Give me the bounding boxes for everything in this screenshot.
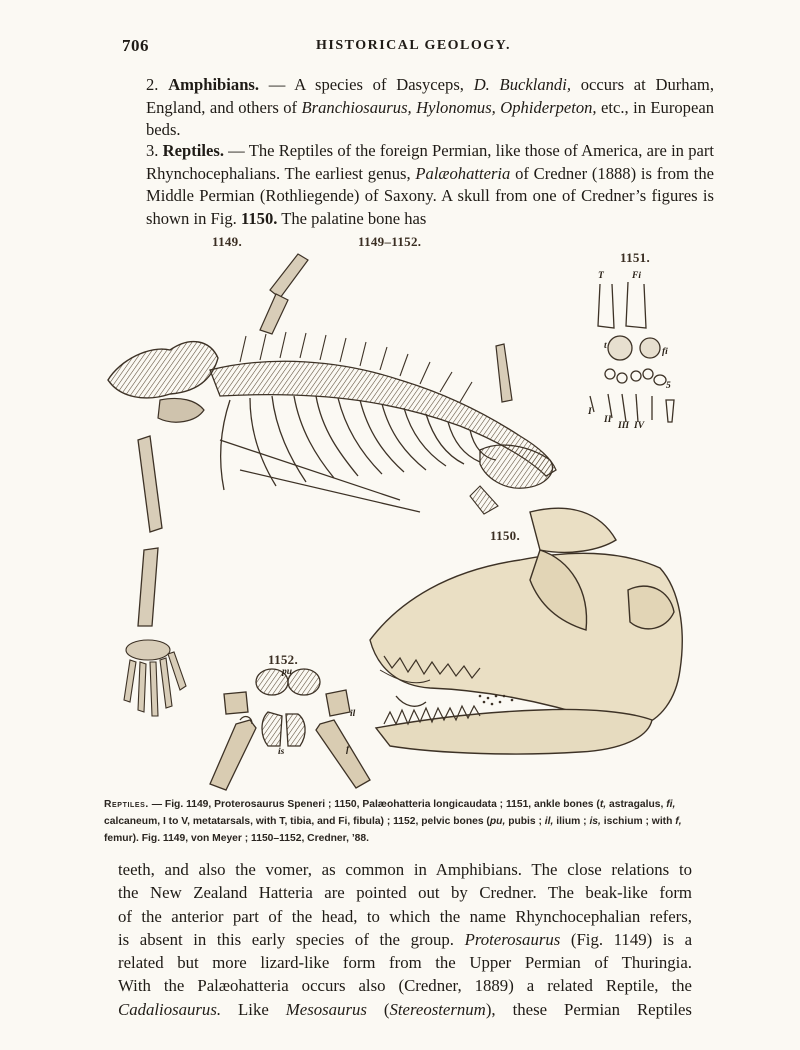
text-line: With the Palæohatteria occurs also (Credner, 1889) a related Reptile, the [118, 976, 692, 996]
caption-text: Fig. 1149, Proterosaurus Speneri ; 1150, Palæohatteria longicaudata ; 1151, ankle bones ( [164, 799, 600, 810]
text-line: related but more lizard-like form from the Upper Permian of Thuringia. [118, 953, 692, 973]
text: of Credner (1888) is from the Middle Permian (Rothliegende) of Saxony. A skull from one of Credner’s figures is shown in Fig. [146, 163, 714, 228]
text: is absent in this early species of the group. [118, 929, 454, 949]
section-number: 3. [146, 141, 159, 160]
dash: — [148, 799, 165, 810]
label-ischium: is [278, 747, 285, 757]
label-metatarsal-3: III [618, 421, 630, 431]
italic-text: Proterosaurus [464, 929, 561, 949]
figure-label-1150: 1150. [490, 528, 521, 543]
label-fibula: Fi [632, 271, 641, 281]
figure-label-1152: 1152. [268, 652, 299, 667]
label-pubis: pu [282, 667, 293, 677]
section-number: 2. [146, 75, 159, 94]
italic-text: Mesosaurus [285, 999, 367, 1019]
figure-reference: 1150. [240, 208, 278, 228]
figure-caption [104, 796, 694, 847]
caption-text: ilium ; [553, 816, 590, 827]
paragraph-amphibians [122, 74, 714, 142]
caption-italic: pu, [489, 816, 506, 827]
figure-label-1149: 1149. [212, 234, 243, 249]
section-heading: Amphibians. [168, 75, 260, 94]
text: ), these Permian Reptiles [485, 999, 692, 1019]
text: A species of Dasyceps, [294, 75, 474, 94]
label-metatarsal-4: IV [634, 421, 645, 431]
paragraph-reptiles [122, 140, 714, 230]
italic-text: Branchiosaurus, Hylonomus, Ophiderpeton, [301, 97, 597, 117]
caption-heading: Reptiles. [104, 799, 149, 810]
text-line [118, 998, 692, 1021]
label-tibia: T [598, 271, 604, 281]
label-metatarsal-1: I [588, 407, 592, 417]
caption-text: astragalus, [606, 799, 667, 810]
caption-text: calcaneum, I to V, metatarsals, with T, tibia, and Fi, fibula) ; 1152, pelvic bones ( [104, 816, 490, 827]
text-line: teeth, and also the vomer, as common in Amphibians. The close relations to [118, 860, 692, 879]
text-line [118, 928, 692, 951]
pelvic-bones-illustration [210, 669, 370, 790]
page-number: 706 [122, 36, 149, 55]
figure-plate [100, 234, 700, 790]
figure-label-range: 1149–1152. [358, 234, 422, 249]
caption-italic: il, [544, 816, 554, 827]
text: (Fig. 1149) is a [560, 929, 693, 949]
caption-text: pubis ; [505, 816, 545, 827]
text: ( [366, 999, 390, 1019]
label-calcaneum: fi [662, 347, 668, 357]
dash: — [223, 141, 249, 160]
italic-text: D. Bucklandi, [473, 75, 571, 94]
text: The Reptiles of the foreign Permian, like those of America, are in part Rhynchocephalians. The earliest genus, [146, 141, 714, 183]
caption-italic: f, [675, 816, 682, 827]
text: etc., in European beds. [146, 97, 714, 140]
italic-text: Palæohatteria [415, 163, 511, 183]
text-line: the New Zealand Hatteria are pointed out by Credner. The beak-like form [118, 883, 692, 903]
figure-label-1151: 1151. [620, 250, 651, 265]
text: The palatine bone has [277, 208, 427, 228]
dash: — [259, 75, 295, 94]
text: occurs at Durham, England, and others of [146, 75, 714, 117]
label-tarsal: 5 [666, 381, 671, 391]
paragraph-continuation [118, 858, 692, 1021]
section-heading: Reptiles. [162, 141, 224, 160]
label-ilium: il [350, 709, 356, 719]
caption-italic: fi, [666, 799, 676, 810]
caption-text: femur). Fig. 1149, von Meyer ; 1150–1152, Credner, ’88. [104, 833, 369, 844]
label-astragalus: t [604, 341, 607, 351]
text-line: of the anterior part of the head, to which the name Rhynchocephalian refers, [118, 906, 692, 926]
label-metatarsal-2: II [604, 415, 612, 425]
caption-italic: t, [599, 799, 607, 810]
caption-italic: is, [589, 816, 601, 827]
italic-text: Cadaliosaurus. [118, 999, 222, 1019]
caption-text: ischium ; with [600, 816, 676, 827]
italic-text: Stereosternum [389, 999, 486, 1019]
running-title: HISTORICAL GEOLOGY. [316, 38, 512, 53]
text: Like [221, 999, 286, 1019]
palaeohatteria-skull-illustration [370, 508, 682, 754]
label-femur: f [346, 745, 350, 755]
